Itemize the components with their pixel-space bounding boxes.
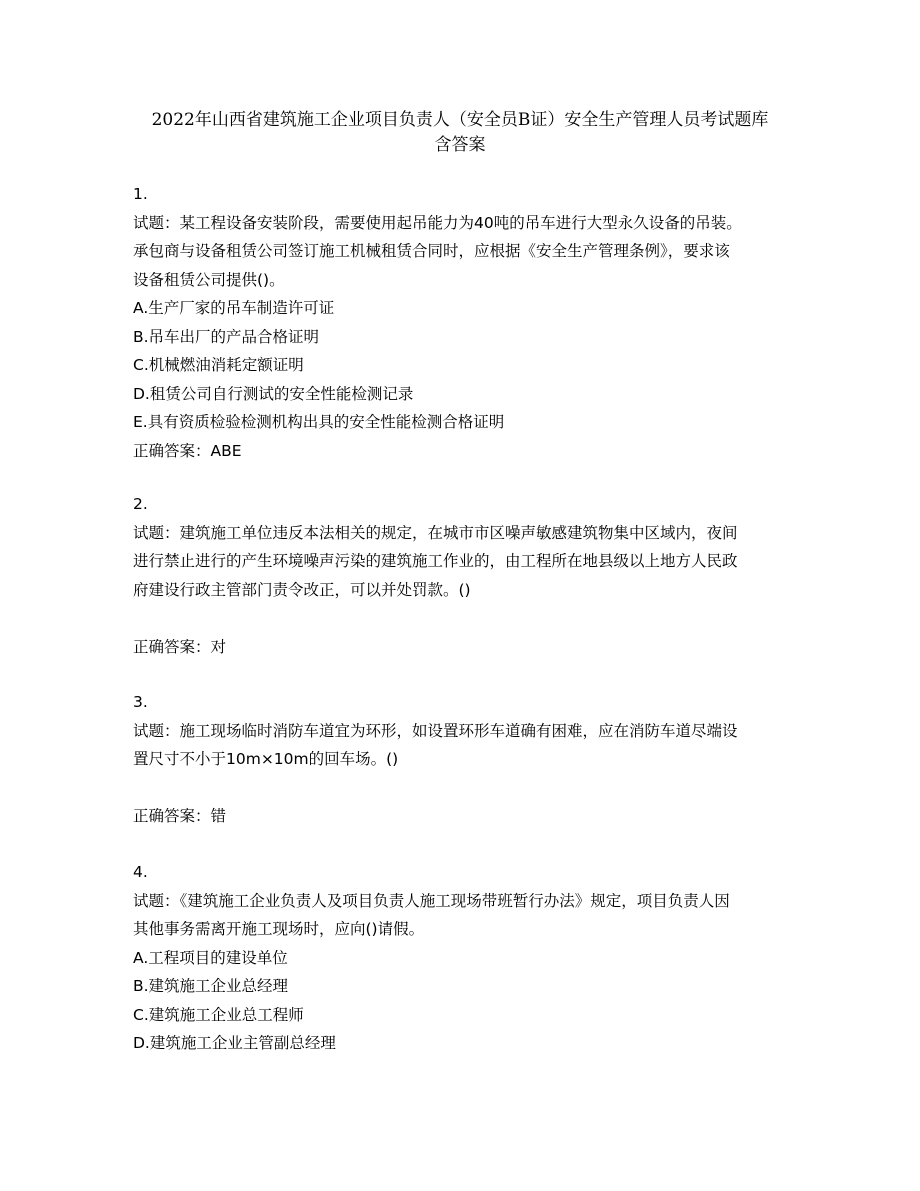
option-b: B.吊车出厂的产品合格证明 [133,327,320,346]
question-stem-line: 试题：施工现场临时消防车道宜为环形，如设置环形车道确有困难，应在消防车道尽端设 [133,721,738,740]
question-number: 4. [133,863,148,881]
question-stem-line: 试题：建筑施工单位违反本法相关的规定，在城市市区噪声敏感建筑物集中区域内，夜间 [133,523,738,542]
option-c: C.建筑施工企业总工程师 [133,1005,304,1024]
option-d: D.租赁公司自行测试的安全性能检测记录 [133,384,414,403]
question-3 [133,688,788,831]
option-d: D.建筑施工企业主管副总经理 [133,1034,336,1052]
title-line-1: 2022年山西省建筑施工企业项目负责人（安全员B证）安全生产管理人员考试题库 [151,110,769,130]
document-title [120,108,800,158]
question-stem-line: 进行禁止进行的产生环境噪声污染的建筑施工作业的，由工程所在地县级以上地方人民政 [133,552,738,570]
answer: 正确答案：错 [133,807,227,825]
question-stem-line: 设备租赁公司提供()。 [133,270,285,289]
option-a: A.工程项目的建设单位 [133,948,288,967]
question-stem-line: 置尺寸不小于10m×10m的回车场。() [133,750,399,768]
option-c: C.机械燃油消耗定额证明 [133,356,304,374]
answer: 正确答案：对 [133,637,227,656]
question-stem-line: 承包商与设备租赁公司签订施工机械租赁合同时，应根据《安全生产管理条例》，要求该 [133,242,730,260]
question-number: 3. [133,693,148,711]
question-number: 1. [133,185,148,203]
question-stem-line: 其他事务需离开施工现场时，应向()请假。 [133,920,425,938]
title-line-2: 含答案 [434,135,486,155]
answer: 正确答案：ABE [133,441,242,460]
option-e: E.具有资质检验检测机构出具的安全性能检测合格证明 [133,413,505,431]
question-stem-line: 试题：《建筑施工企业负责人及项目负责人施工现场带班暂行办法》规定，项目负责人因 [133,891,730,910]
option-b: B.建筑施工企业总经理 [133,977,289,995]
question-1 [133,180,788,465]
question-stem-line: 府建设行政主管部门责令改正，可以并处罚款。() [133,580,471,599]
question-4 [133,858,788,1058]
question-stem-line: 试题：某工程设备安装阶段，需要使用起吊能力为40吨的吊车进行大型永久设备的吊装。 [133,213,742,232]
option-a: A.生产厂家的吊车制造许可证 [133,299,335,317]
question-number: 2. [133,495,148,513]
question-2 [133,490,788,661]
